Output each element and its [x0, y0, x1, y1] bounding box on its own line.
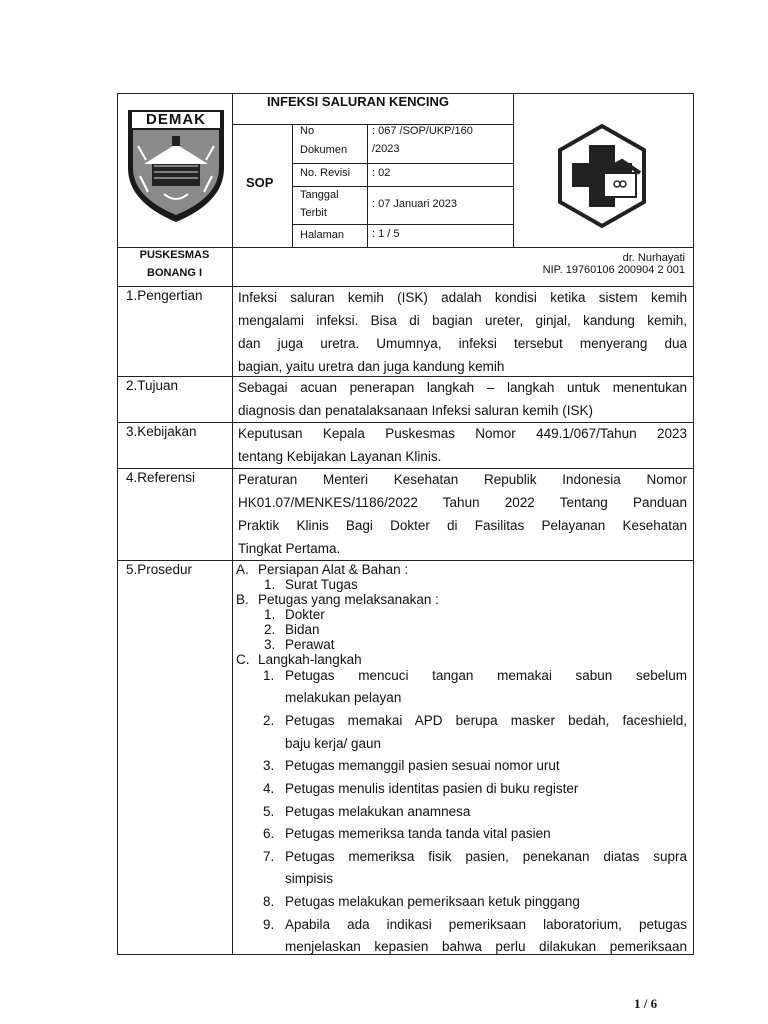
list-item-cont: melakukan pelayan [285, 690, 402, 705]
document-title: INFEKSI SALURAN KENCING [267, 94, 450, 109]
text-line: Keputusan Kepala Puskesmas Nomor 449.1/067/Tahun 2023 [238, 426, 687, 441]
text-line: Tingkat Pertama. [238, 541, 341, 556]
section-label-pengertian: 1.Pengertian [126, 288, 203, 303]
section-label-tujuan: 2.Tujuan [126, 378, 179, 393]
field-value-no-dokumen-1: : 067 /SOP/UKP/160 [372, 125, 473, 137]
text-line: Sebagai acuan penerapan langkah – langkah untuk menentukan [238, 380, 687, 395]
list-item: Petugas mencuci tangan memakai sabun sebelum [285, 668, 687, 683]
list-number: 1. [264, 607, 276, 622]
field-label-no-revisi: No. Revisi [300, 167, 351, 179]
list-item-cont: simpisis [285, 871, 334, 886]
field-value-no-dokumen-2: /2023 [372, 143, 400, 155]
list-number: 5. [263, 804, 275, 819]
list-number: 6. [263, 826, 275, 841]
list-item: Petugas melakukan pemeriksaan ketuk pinggang [285, 894, 580, 909]
logo-text: DEMAK [146, 111, 206, 128]
org-name-line1: PUSKESMAS [139, 249, 210, 261]
list-item: Petugas menulis identitas pasien di buku register [285, 781, 579, 796]
signer-name: dr. Nurhayati [622, 252, 685, 264]
field-label-tanggal-2: Terbit [300, 207, 327, 219]
list-number: 8. [263, 894, 275, 909]
list-item: Petugas memakai APD berupa masker bedah, faceshield, [285, 713, 687, 728]
list-number: 2. [263, 713, 275, 728]
list-number: 9. [263, 917, 275, 932]
field-label-halaman: Halaman [300, 229, 345, 241]
signer-nip: NIP. 19760106 200904 2 001 [542, 264, 685, 276]
list-item: Petugas memanggil pasien sesuai nomor urut [285, 758, 560, 773]
list-item: Bidan [285, 622, 320, 637]
list-marker: A. [236, 562, 249, 577]
list-item: Petugas melakukan anamnesa [285, 804, 471, 819]
section-label-referensi: 4.Referensi [126, 470, 196, 485]
text-line: bagian, yaitu uretra dan juga kandung kemih [238, 359, 505, 374]
list-item: Dokter [285, 607, 325, 622]
text-line: tentang Kebijakan Layanan Klinis. [238, 449, 442, 464]
list-number: 1. [264, 577, 276, 592]
text-line: Infeksi saluran kemih (ISK) adalah kondisi ketika sistem kemih [238, 290, 687, 305]
page-number: 1 / 6 [634, 996, 658, 1011]
list-number: 3. [263, 758, 275, 773]
text-line: Praktik Klinis Bagi Dokter di Fasilitas Pelayanan Kesehatan [238, 518, 687, 533]
list-marker: B. [236, 592, 249, 607]
text-line: Peraturan Menteri Kesehatan Republik Indonesia Nomor [238, 472, 687, 487]
section-label-prosedur: 5.Prosedur [126, 562, 193, 577]
text-line: mengalami infeksi. Bisa di bagian ureter, ginjal, kandung kemih, [238, 313, 687, 328]
field-label-tanggal-1: Tanggal [300, 189, 339, 201]
sop-label: SOP [246, 175, 274, 190]
section-label-kebijakan: 3.Kebijakan [126, 424, 197, 439]
list-number: 1. [263, 668, 275, 683]
text-line: diagnosis dan penatalaksanaan Infeksi saluran kemih (ISK) [238, 403, 593, 418]
list-item: Petugas memeriksa tanda tanda vital pasien [285, 826, 551, 841]
field-value-no-revisi: : 02 [372, 167, 391, 179]
list-number: 7. [263, 849, 275, 864]
list-item: Perawat [285, 637, 335, 652]
field-label-no-dokumen-1: No [300, 125, 315, 137]
subsection-title: Petugas yang melaksanakan : [258, 592, 439, 607]
list-number: 3. [264, 637, 276, 652]
list-item: Apabila ada indikasi pemeriksaan laboratorium, petugas [285, 917, 687, 932]
text-line: HK01.07/MENKES/1186/2022 Tahun 2022 Tentang Panduan [238, 495, 687, 510]
list-marker: C. [236, 652, 250, 667]
list-number: 2. [264, 622, 276, 637]
field-value-tanggal: : 07 Januari 2023 [372, 198, 458, 210]
subsection-title: Persiapan Alat & Bahan : [258, 562, 409, 577]
text-line: dan juga uretra. Umumnya, infeksi tersebut menyerang dua [238, 336, 687, 351]
org-name-line2: BONANG I [147, 267, 202, 279]
field-label-no-dokumen-2: Dokumen [300, 144, 348, 156]
list-item-cont: baju kerja/ gaun [285, 736, 382, 751]
list-item: Surat Tugas [285, 577, 358, 592]
field-value-halaman: : 1 / 5 [372, 228, 400, 240]
list-item-cont: menjelaskan kepasien bahwa perlu dilakukan pemeriksaan [285, 939, 687, 954]
subsection-title: Langkah-langkah [258, 652, 362, 667]
list-item: Petugas memeriksa fisik pasien, penekanan diatas supra [285, 849, 687, 864]
list-number: 4. [263, 781, 275, 796]
